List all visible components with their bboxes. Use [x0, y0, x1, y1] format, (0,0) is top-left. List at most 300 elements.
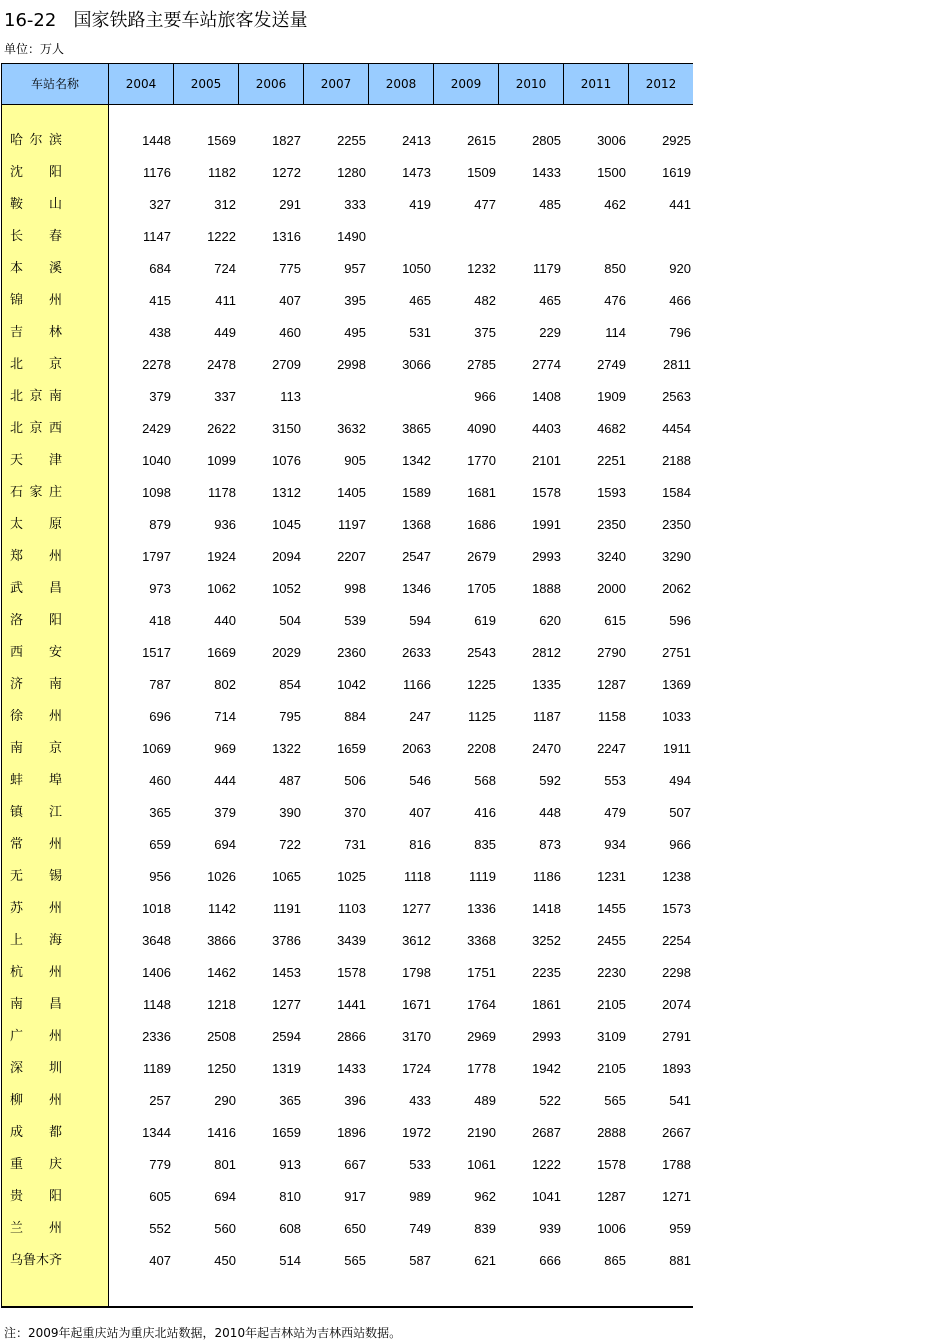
value-cell: 114: [605, 325, 626, 340]
value-cell: 247: [409, 709, 431, 724]
value-cell: 3006: [597, 133, 626, 148]
value-cell: 2751: [662, 645, 691, 660]
value-cell: 494: [669, 773, 691, 788]
station-name: [1, 381, 109, 413]
value-cell: 522: [539, 1093, 561, 1108]
value-cell: 1619: [662, 165, 691, 180]
station-name-char: 阳: [48, 613, 62, 628]
value-cell: 3066: [402, 357, 431, 372]
value-cell: 850: [604, 261, 626, 276]
value-cell: 2993: [532, 1029, 561, 1044]
value-cell: 1061: [467, 1157, 496, 1172]
table-header: [1, 63, 693, 105]
station-name-char: 江: [48, 805, 62, 820]
value-cell: [564, 221, 629, 253]
value-cell: 449: [214, 325, 236, 340]
station-name: [1, 477, 109, 509]
station-name-text: [10, 829, 62, 861]
value-cell: 1125: [468, 709, 496, 724]
station-name-char: 成: [10, 1125, 24, 1140]
value-cell: 1179: [533, 261, 561, 276]
value-cell: 489: [474, 1093, 496, 1108]
station-name: [1, 733, 109, 765]
year-header: 2005: [174, 64, 239, 104]
station-name: [1, 541, 109, 573]
value-cell: 694: [214, 837, 236, 852]
value-cell: 802: [214, 677, 236, 692]
station-name-text: [10, 989, 62, 1021]
station-name: [1, 861, 109, 893]
value-cell: 487: [279, 773, 301, 788]
value-cell: 3290: [662, 549, 691, 564]
station-name-char: 京: [29, 389, 43, 404]
value-cell: 416: [474, 805, 496, 820]
value-cell: 787: [149, 677, 171, 692]
value-cell: 541: [669, 1093, 691, 1108]
value-cell: 731: [344, 837, 366, 852]
value-cell: 594: [409, 613, 431, 628]
station-name-char: 吉: [10, 325, 24, 340]
value-cell: 415: [149, 293, 171, 308]
value-cell: 865: [604, 1253, 626, 1268]
value-cell: 1222: [532, 1157, 561, 1172]
value-cell: 1788: [662, 1157, 691, 1172]
value-cell: 2812: [532, 645, 561, 660]
value-cell: 1231: [597, 869, 626, 884]
station-name-char: 鞍: [10, 197, 24, 212]
value-cell: [369, 381, 434, 413]
value-cell: 1500: [597, 165, 626, 180]
value-cell: 620: [539, 613, 561, 628]
table-row: [1, 1245, 693, 1277]
table-row: [1, 797, 693, 829]
value-cell: 2805: [532, 133, 561, 148]
value-cell: 1368: [402, 517, 431, 532]
value-cell: 2230: [597, 965, 626, 980]
value-cell: 1578: [337, 965, 366, 980]
value-cell: 775: [279, 261, 301, 276]
value-cell: 2633: [402, 645, 431, 660]
value-cell: 1316: [272, 229, 301, 244]
station-name-char: 太: [10, 517, 24, 532]
year-header: 2011: [564, 64, 629, 104]
value-cell: 884: [344, 709, 366, 724]
station-name-char: 武: [10, 581, 24, 596]
value-cell: [304, 381, 369, 413]
value-cell: 2247: [597, 741, 626, 756]
value-cell: 2235: [532, 965, 561, 980]
value-cell: 920: [669, 261, 691, 276]
station-name: [1, 765, 109, 797]
value-cell: 1099: [207, 453, 236, 468]
value-cell: 2000: [597, 581, 626, 596]
table-row: [1, 573, 693, 605]
station-name-char: 州: [48, 965, 62, 980]
value-cell: 966: [474, 389, 496, 404]
station-name-char: 天: [10, 453, 24, 468]
value-cell: 619: [474, 613, 496, 628]
station-name-char: 无: [10, 869, 24, 884]
value-cell: 596: [669, 613, 691, 628]
station-name-text: [10, 797, 62, 829]
value-cell: 395: [344, 293, 366, 308]
value-cell: 998: [344, 581, 366, 596]
station-name-char: 西: [10, 645, 24, 660]
value-cell: 1751: [467, 965, 496, 980]
value-cell: 482: [474, 293, 496, 308]
value-cell: 514: [279, 1253, 301, 1268]
station-name: [1, 189, 109, 221]
value-cell: 465: [409, 293, 431, 308]
value-cell: 2094: [272, 549, 301, 564]
value-cell: 1798: [402, 965, 431, 980]
unit-label: 单位：万人: [4, 42, 65, 56]
value-cell: 2251: [597, 453, 626, 468]
table-row: [1, 381, 693, 413]
value-cell: 1148: [143, 997, 171, 1012]
station-name-text: [10, 1021, 62, 1053]
value-cell: 441: [669, 197, 691, 212]
value-cell: 390: [279, 805, 301, 820]
station-name: [1, 1117, 109, 1149]
value-cell: 375: [474, 325, 496, 340]
value-cell: 1888: [532, 581, 561, 596]
value-cell: [499, 221, 564, 253]
value-cell: 291: [279, 197, 301, 212]
value-cell: 2543: [467, 645, 496, 660]
station-name: [1, 253, 109, 285]
value-cell: 1453: [272, 965, 301, 980]
value-cell: 1686: [467, 517, 496, 532]
station-name-char: 州: [48, 1093, 62, 1108]
value-cell: 3786: [272, 933, 301, 948]
station-name-text: [10, 413, 62, 445]
value-cell: 1018: [142, 901, 171, 916]
value-cell: 2866: [337, 1029, 366, 1044]
value-cell: 495: [344, 325, 366, 340]
value-cell: 1797: [142, 549, 171, 564]
value-cell: 4403: [532, 421, 561, 436]
value-cell: 796: [669, 325, 691, 340]
station-name-text: [10, 381, 62, 413]
value-cell: 370: [344, 805, 366, 820]
station-name-char: 州: [48, 1029, 62, 1044]
value-cell: 1271: [662, 1189, 691, 1204]
value-cell: 1896: [337, 1125, 366, 1140]
value-cell: 1312: [272, 485, 301, 500]
station-name: [1, 989, 109, 1021]
value-cell: 2254: [662, 933, 691, 948]
value-cell: 396: [344, 1093, 366, 1108]
value-cell: 1225: [467, 677, 496, 692]
value-cell: 477: [474, 197, 496, 212]
value-cell: 2888: [597, 1125, 626, 1140]
value-cell: [369, 221, 434, 253]
value-cell: 433: [409, 1093, 431, 1108]
station-name: [1, 1085, 109, 1117]
value-cell: 1705: [467, 581, 496, 596]
station-name: [1, 349, 109, 381]
value-cell: 2413: [402, 133, 431, 148]
station-name: [1, 1021, 109, 1053]
value-cell: 816: [409, 837, 431, 852]
value-cell: 440: [214, 613, 236, 628]
value-cell: 1770: [467, 453, 496, 468]
value-cell: 1433: [337, 1061, 366, 1076]
value-cell: 485: [539, 197, 561, 212]
value-cell: 667: [344, 1157, 366, 1172]
station-name-char: 京: [48, 741, 62, 756]
station-name: [1, 221, 109, 253]
value-cell: 327: [149, 197, 171, 212]
value-cell: 3170: [402, 1029, 431, 1044]
value-cell: 1827: [272, 133, 301, 148]
station-name: [1, 317, 109, 349]
value-cell: 1681: [467, 485, 496, 500]
value-cell: 568: [474, 773, 496, 788]
value-cell: 466: [669, 293, 691, 308]
value-cell: 3648: [142, 933, 171, 948]
station-name-text: [10, 573, 62, 605]
station-name-text: [10, 1213, 62, 1245]
value-cell: 801: [214, 1157, 236, 1172]
value-cell: 1277: [272, 997, 301, 1012]
station-name-char: 阳: [48, 165, 62, 180]
station-name: [1, 285, 109, 317]
value-cell: 936: [214, 517, 236, 532]
value-cell: 2190: [467, 1125, 496, 1140]
table-row: [1, 285, 693, 317]
value-cell: 608: [279, 1221, 301, 1236]
station-name: [1, 157, 109, 189]
station-name: [1, 413, 109, 445]
value-cell: 1052: [272, 581, 301, 596]
table-row: [1, 413, 693, 445]
value-cell: 2993: [532, 549, 561, 564]
station-name-char: 郑: [10, 549, 24, 564]
table-row: [1, 893, 693, 925]
station-name-char: 锦: [10, 293, 24, 308]
table-row: [1, 1149, 693, 1181]
value-cell: 2615: [467, 133, 496, 148]
station-name-char: 苏: [10, 901, 24, 916]
value-cell: 881: [669, 1253, 691, 1268]
value-cell: 1909: [597, 389, 626, 404]
station-name-char: 京: [29, 421, 43, 436]
value-cell: 2774: [532, 357, 561, 372]
station-name: [1, 1213, 109, 1245]
value-cell: 1006: [597, 1221, 626, 1236]
table-row: [1, 157, 693, 189]
station-name-text: [10, 669, 62, 701]
value-cell: 465: [539, 293, 561, 308]
value-cell: 810: [279, 1189, 301, 1204]
station-name-char: 阳: [48, 1189, 62, 1204]
year-header: 2010: [499, 64, 564, 104]
value-cell: 407: [279, 293, 301, 308]
station-name-text: [10, 925, 62, 957]
value-cell: 539: [344, 613, 366, 628]
station-name-char: 镇: [10, 805, 24, 820]
station-name-char: 石: [10, 485, 24, 500]
value-cell: 3368: [467, 933, 496, 948]
value-cell: 905: [344, 453, 366, 468]
station-name-char: 蚌: [10, 773, 24, 788]
table-row: [1, 541, 693, 573]
station-name-char: 州: [48, 901, 62, 916]
value-cell: 666: [539, 1253, 561, 1268]
value-cell: 2563: [662, 389, 691, 404]
value-cell: 460: [149, 773, 171, 788]
station-name-char: 上: [10, 933, 24, 948]
value-cell: 1448: [142, 133, 171, 148]
value-cell: 3632: [337, 421, 366, 436]
value-cell: 1416: [207, 1125, 236, 1140]
value-cell: 973: [149, 581, 171, 596]
value-cell: 1342: [402, 453, 431, 468]
value-cell: 966: [669, 837, 691, 852]
station-name-text: [10, 1117, 62, 1149]
station-name-text: [10, 189, 62, 221]
station-name: [1, 573, 109, 605]
value-cell: 1187: [533, 709, 561, 724]
value-cell: 2785: [467, 357, 496, 372]
value-cell: 2508: [207, 1029, 236, 1044]
year-header: 2009: [434, 64, 499, 104]
value-cell: 1778: [467, 1061, 496, 1076]
value-cell: 969: [214, 741, 236, 756]
value-cell: 3865: [402, 421, 431, 436]
station-name-header: 车站名称: [1, 64, 109, 104]
station-name-text: [10, 125, 62, 157]
value-cell: 1593: [597, 485, 626, 500]
value-cell: 1119: [469, 869, 496, 884]
value-cell: 229: [539, 325, 561, 340]
station-name: [1, 957, 109, 989]
value-cell: 2350: [597, 517, 626, 532]
value-cell: 3150: [272, 421, 301, 436]
value-cell: 2350: [662, 517, 691, 532]
value-cell: 560: [214, 1221, 236, 1236]
table-row: [1, 829, 693, 861]
year-header: 2007: [304, 64, 369, 104]
value-cell: 2998: [337, 357, 366, 372]
value-cell: 749: [409, 1221, 431, 1236]
value-cell: 934: [604, 837, 626, 852]
value-cell: 1942: [532, 1061, 561, 1076]
value-cell: 257: [149, 1093, 171, 1108]
station-name-char: 山: [48, 197, 62, 212]
table-row: [1, 1117, 693, 1149]
station-name-char: 北: [10, 357, 24, 372]
table-row: [1, 477, 693, 509]
station-name-text: [10, 1053, 62, 1085]
station-name-text: [10, 765, 62, 797]
value-cell: 1659: [337, 741, 366, 756]
value-cell: 615: [604, 613, 626, 628]
value-cell: 1182: [208, 165, 236, 180]
station-name-char: 锡: [48, 869, 62, 884]
value-cell: 1490: [337, 229, 366, 244]
station-name-text: [10, 541, 62, 573]
value-cell: 2709: [272, 357, 301, 372]
station-name-text: [10, 861, 62, 893]
value-cell: 1433: [532, 165, 561, 180]
value-cell: 2208: [467, 741, 496, 756]
value-cell: 2679: [467, 549, 496, 564]
table-bottom-rule: [1, 1306, 693, 1308]
value-cell: 2969: [467, 1029, 496, 1044]
value-cell: 1319: [272, 1061, 301, 1076]
table-row: [1, 861, 693, 893]
station-name-char: 徐: [10, 709, 24, 724]
value-cell: 1222: [207, 229, 236, 244]
value-cell: 621: [474, 1253, 496, 1268]
value-cell: 2298: [662, 965, 691, 980]
value-cell: 1147: [143, 229, 171, 244]
footnote: 注：2009年起重庆站为重庆北站数据，2010年起吉林站为吉林西站数据。: [4, 1326, 402, 1340]
value-cell: 1724: [402, 1061, 431, 1076]
value-cell: 2336: [142, 1029, 171, 1044]
value-cell: 379: [149, 389, 171, 404]
table-row: [1, 1053, 693, 1085]
station-name-char: 尔: [29, 133, 43, 148]
station-name-text: [10, 605, 62, 637]
station-name-char: 埠: [48, 773, 62, 788]
station-name: [1, 605, 109, 637]
station-name-text: [10, 1149, 62, 1181]
station-name: [1, 925, 109, 957]
station-name: [1, 509, 109, 541]
station-name-chars: 乌鲁木齐: [10, 1253, 63, 1268]
station-name-char: 南: [48, 677, 62, 692]
station-name-char: 北: [10, 389, 24, 404]
value-cell: 2029: [272, 645, 301, 660]
table-row: [1, 253, 693, 285]
station-name-char: 庆: [48, 1157, 62, 1172]
value-cell: 1197: [338, 517, 366, 532]
page-title: 16-22 国家铁路主要车站旅客发送量: [4, 10, 308, 31]
value-cell: 1050: [402, 261, 431, 276]
value-cell: 2622: [207, 421, 236, 436]
value-cell: 2101: [532, 453, 561, 468]
value-cell: 1069: [142, 741, 171, 756]
station-name-text: [10, 445, 62, 477]
value-cell: 956: [149, 869, 171, 884]
value-cell: 2062: [662, 581, 691, 596]
station-name-text: [10, 733, 62, 765]
value-cell: 1671: [402, 997, 431, 1012]
value-cell: 714: [214, 709, 236, 724]
value-cell: 1076: [272, 453, 301, 468]
value-cell: 419: [409, 197, 431, 212]
station-name-char: 北: [10, 421, 24, 436]
station-name-char: 州: [48, 549, 62, 564]
value-cell: 1441: [337, 997, 366, 1012]
value-cell: 1186: [533, 869, 561, 884]
station-name: [1, 125, 109, 157]
station-name: [1, 1149, 109, 1181]
value-cell: 1911: [663, 741, 691, 756]
value-cell: 879: [149, 517, 171, 532]
value-cell: 605: [149, 1189, 171, 1204]
value-cell: 587: [409, 1253, 431, 1268]
value-cell: 2791: [662, 1029, 691, 1044]
value-cell: 659: [149, 837, 171, 852]
station-name-char: 柳: [10, 1093, 24, 1108]
value-cell: 913: [279, 1157, 301, 1172]
value-cell: 1065: [272, 869, 301, 884]
